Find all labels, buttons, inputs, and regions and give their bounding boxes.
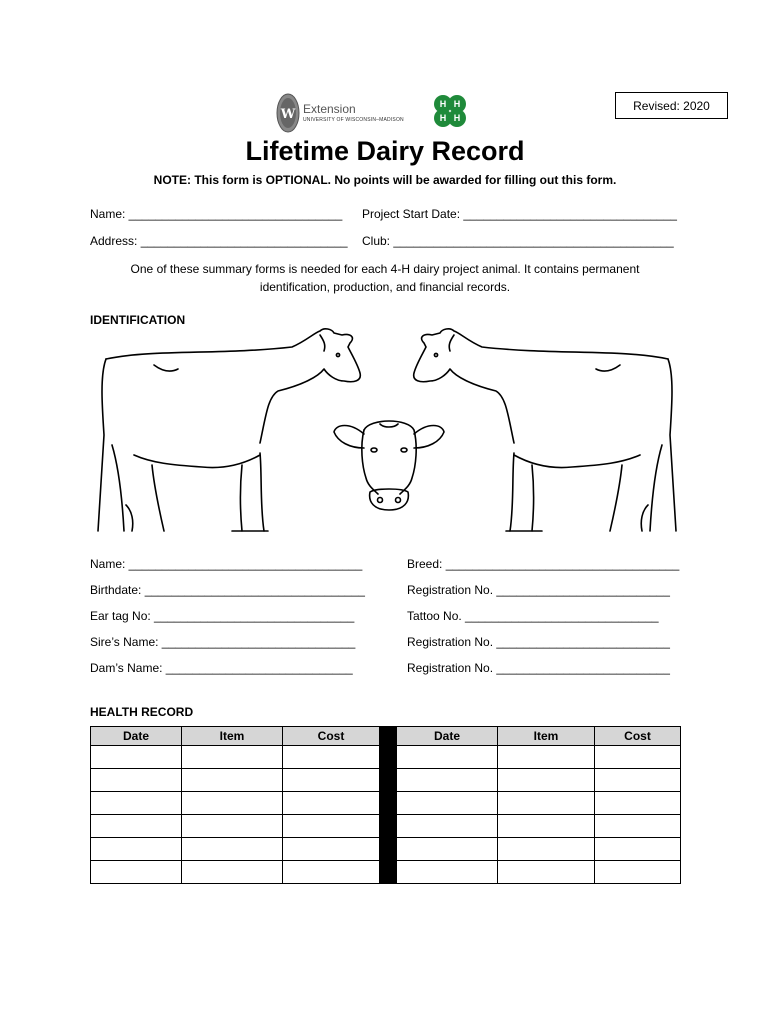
column-separator (380, 769, 397, 792)
table-row (91, 746, 681, 769)
cell-cost[interactable] (283, 769, 380, 792)
cell-cost-2[interactable] (595, 746, 681, 769)
cell-item[interactable] (182, 861, 283, 884)
cell-date[interactable] (91, 746, 182, 769)
table-row (91, 769, 681, 792)
cell-date[interactable] (91, 769, 182, 792)
health-record-heading: HEALTH RECORD (90, 705, 194, 719)
uw-seal-icon (276, 93, 300, 133)
health-record-table (90, 726, 681, 884)
cell-item-2[interactable] (498, 792, 595, 815)
optional-note: NOTE: This form is OPTIONAL. No points will be awarded for filling out this form. (153, 173, 617, 187)
animal-name-field[interactable]: Name: ___________________________________ (90, 557, 363, 571)
cell-item-2[interactable] (498, 815, 595, 838)
column-separator (380, 792, 397, 815)
col-header-cost: Cost (283, 727, 380, 746)
tattoo-no-field[interactable]: Tattoo No. _____________________________ (407, 609, 659, 623)
cell-item[interactable] (182, 769, 283, 792)
cell-date-2[interactable] (397, 815, 498, 838)
cell-date-2[interactable] (397, 861, 498, 884)
column-separator (380, 727, 397, 746)
svg-text:W: W (280, 107, 296, 122)
health-header-row (91, 727, 681, 746)
svg-text:H: H (439, 99, 447, 109)
registration-no-field[interactable]: Registration No. __________________________ (407, 583, 670, 597)
cell-cost[interactable] (283, 815, 380, 838)
cell-date[interactable] (91, 815, 182, 838)
sire-registration-field[interactable]: Registration No. __________________________ (407, 635, 670, 649)
cell-date[interactable] (91, 838, 182, 861)
birthdate-field[interactable]: Birthdate: _________________________________ (90, 583, 365, 597)
cell-date-2[interactable] (397, 746, 498, 769)
dam-name-field[interactable]: Dam’s Name: ____________________________ (90, 661, 353, 675)
cell-item-2[interactable] (498, 746, 595, 769)
svg-text:H: H (453, 113, 461, 123)
table-row (91, 838, 681, 861)
page-title: Lifetime Dairy Record (245, 136, 525, 166)
cell-cost[interactable] (283, 861, 380, 884)
revised-box: Revised: 2020 (615, 92, 728, 119)
cell-cost[interactable] (283, 838, 380, 861)
svg-text:H: H (453, 99, 461, 109)
cell-date-2[interactable] (397, 769, 498, 792)
cell-date[interactable] (91, 861, 182, 884)
col-header-date-2: Date (397, 727, 498, 746)
cell-item-2[interactable] (498, 838, 595, 861)
cell-cost-2[interactable] (595, 792, 681, 815)
cell-cost-2[interactable] (595, 838, 681, 861)
breed-field[interactable]: Breed: ___________________________________ (407, 557, 680, 571)
intro-paragraph: One of these summary forms is needed for each 4-H dairy project animal. It contains permanent identification, production, and financial records. (130, 262, 640, 294)
name-field[interactable]: Name: ________________________________ (90, 207, 343, 221)
extension-logo-text: Extension (303, 102, 356, 116)
cell-cost-2[interactable] (595, 861, 681, 884)
cell-item-2[interactable] (498, 769, 595, 792)
column-separator (380, 815, 397, 838)
ear-tag-field[interactable]: Ear tag No: ______________________________ (90, 609, 355, 623)
cell-cost-2[interactable] (595, 769, 681, 792)
cell-item[interactable] (182, 838, 283, 861)
column-separator (380, 861, 397, 884)
col-header-date: Date (91, 727, 182, 746)
cell-cost[interactable] (283, 792, 380, 815)
cell-item[interactable] (182, 792, 283, 815)
svg-text:H: H (439, 113, 447, 123)
extension-logo-subtext: UNIVERSITY OF WISCONSIN–MADISON (303, 117, 404, 123)
sire-name-field[interactable]: Sire’s Name: _____________________________ (90, 635, 356, 649)
4h-clover-icon (430, 93, 470, 131)
cell-date[interactable] (91, 792, 182, 815)
col-header-cost-2: Cost (595, 727, 681, 746)
identification-heading: IDENTIFICATION (90, 313, 186, 327)
table-row (91, 792, 681, 815)
project-start-date-field[interactable]: Project Start Date: ________________________________ (362, 207, 677, 221)
table-row (91, 815, 681, 838)
cell-cost[interactable] (283, 746, 380, 769)
column-separator (380, 746, 397, 769)
column-separator (380, 838, 397, 861)
uw-extension-logo (276, 93, 416, 133)
cell-item[interactable] (182, 815, 283, 838)
cell-cost-2[interactable] (595, 815, 681, 838)
cell-item-2[interactable] (498, 861, 595, 884)
cow-head-front-illustration (330, 412, 448, 514)
cow-side-right-illustration (410, 325, 682, 537)
club-field[interactable]: Club: __________________________________________ (362, 234, 674, 248)
dam-registration-field[interactable]: Registration No. __________________________ (407, 661, 670, 675)
cell-date-2[interactable] (397, 838, 498, 861)
address-field[interactable]: Address: _______________________________ (90, 234, 348, 248)
table-row (91, 861, 681, 884)
cow-side-left-illustration (92, 325, 364, 537)
col-header-item: Item (182, 727, 283, 746)
col-header-item-2: Item (498, 727, 595, 746)
cell-date-2[interactable] (397, 792, 498, 815)
cell-item[interactable] (182, 746, 283, 769)
